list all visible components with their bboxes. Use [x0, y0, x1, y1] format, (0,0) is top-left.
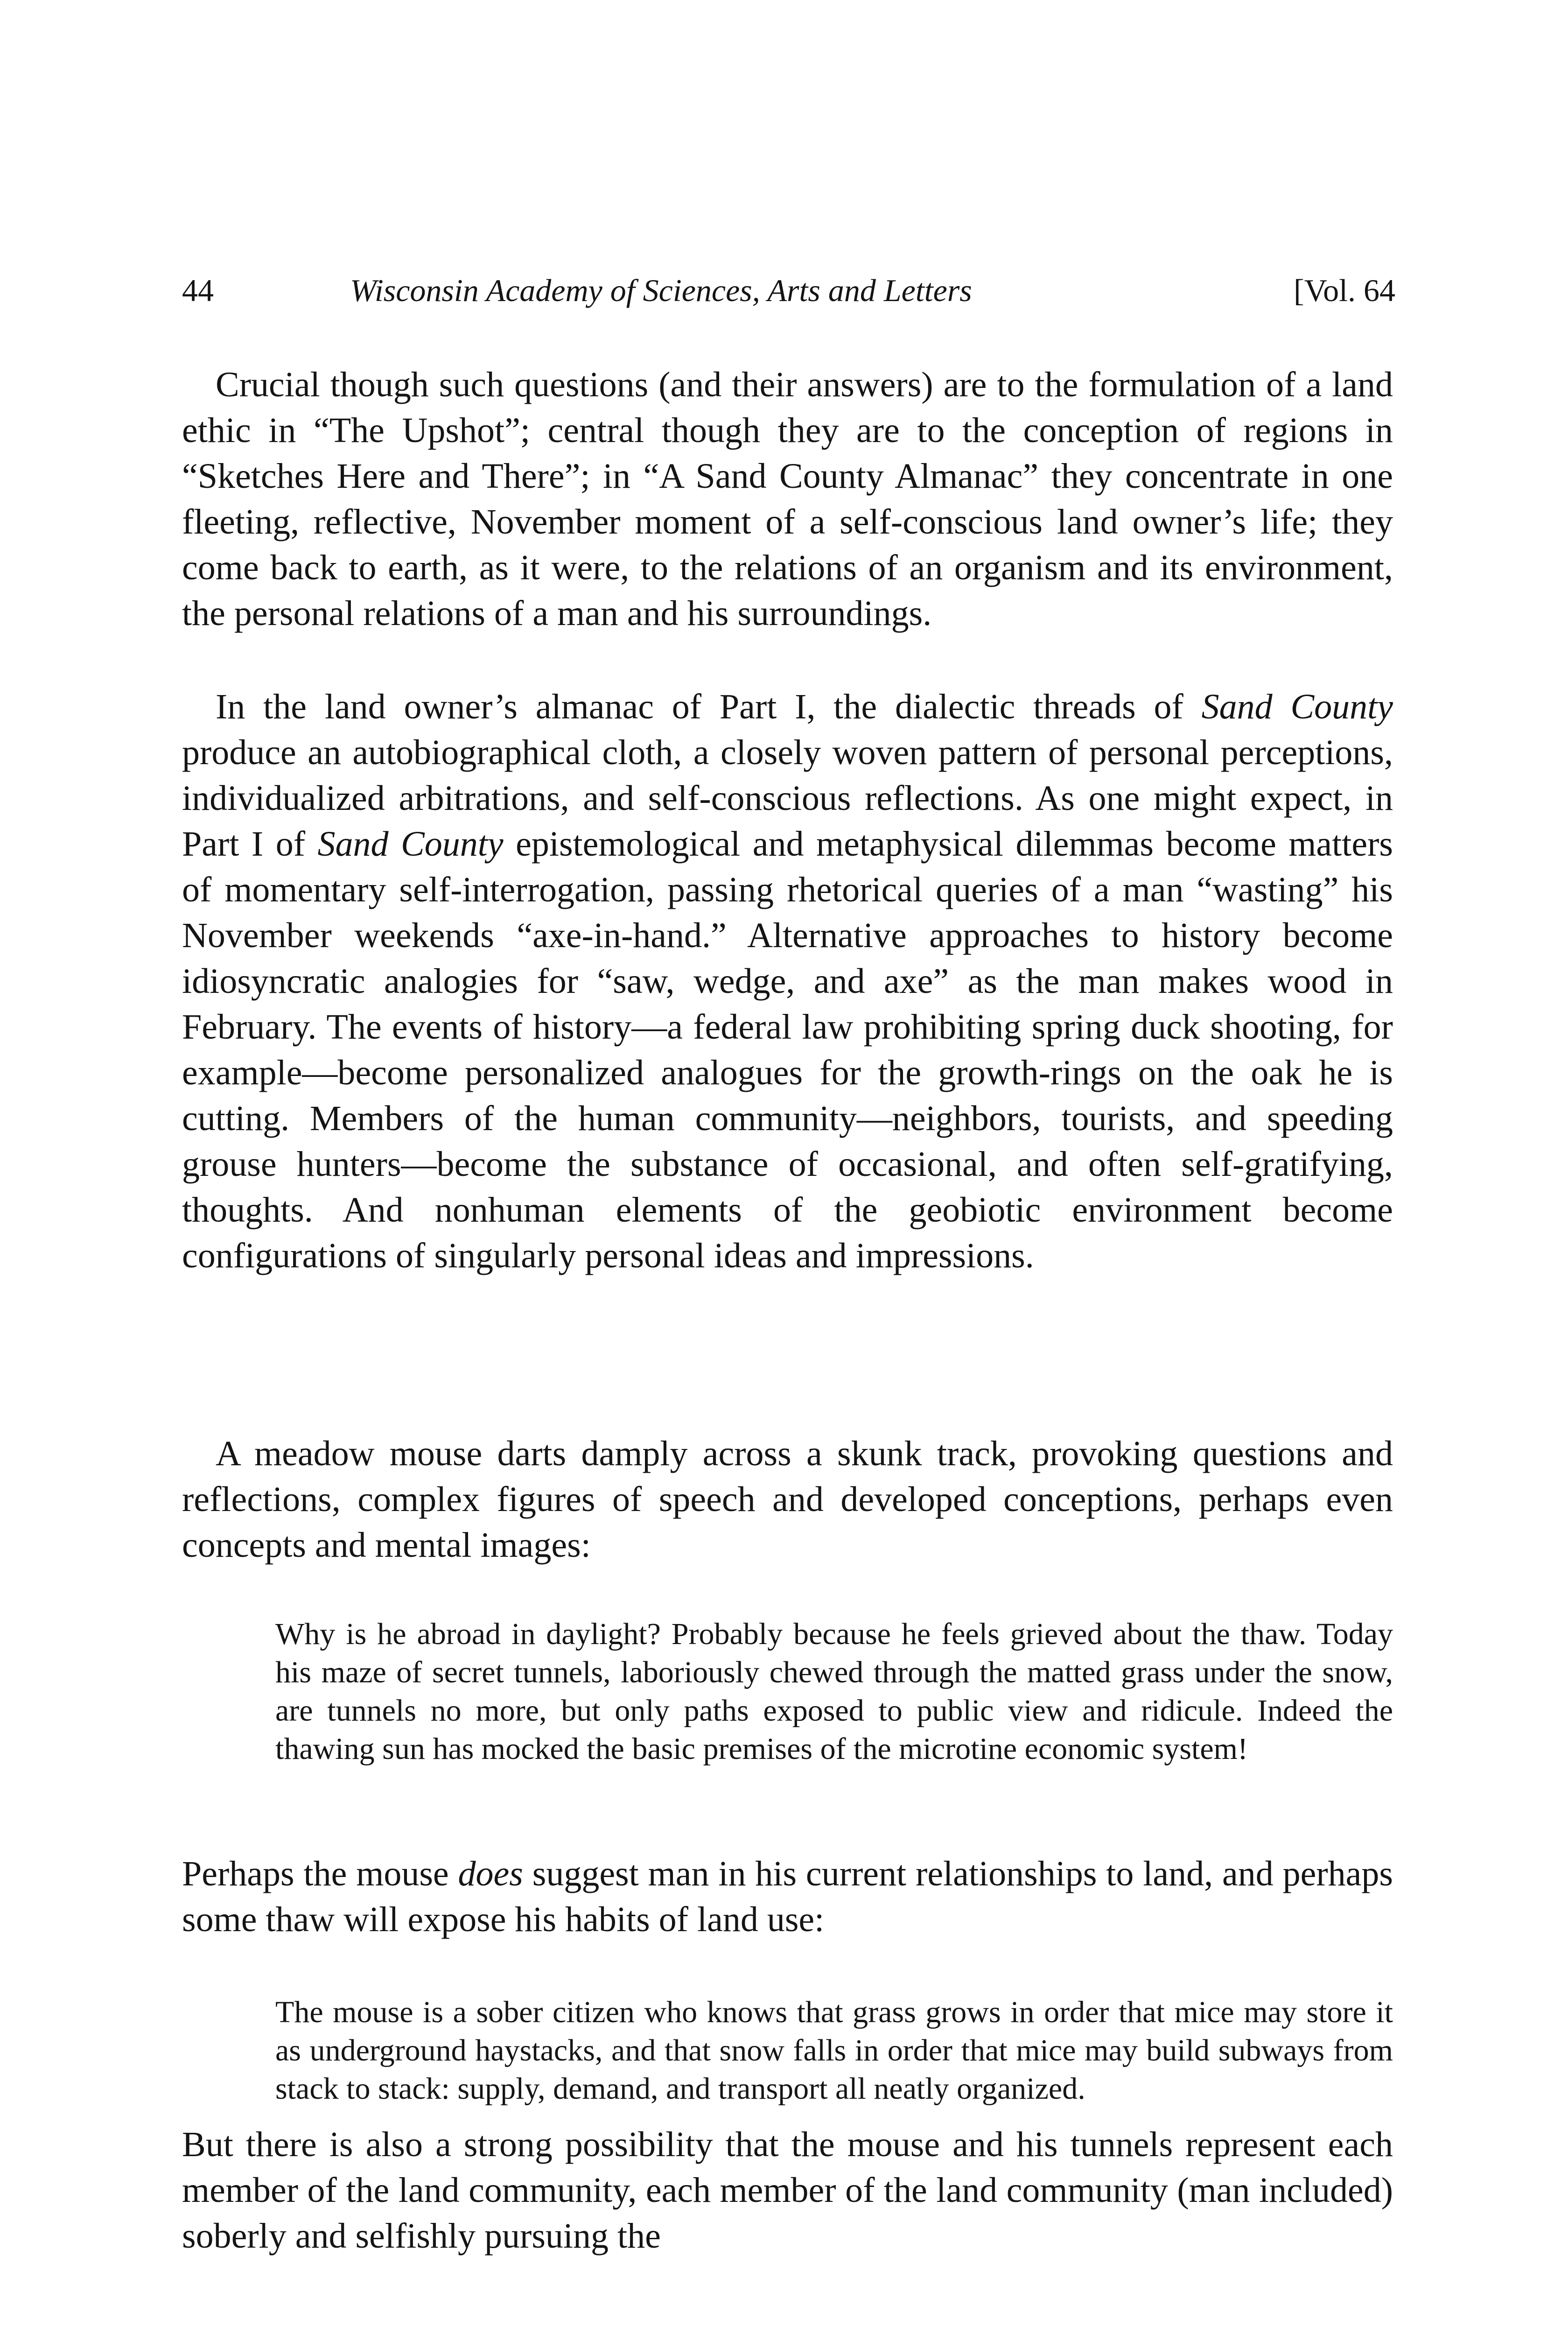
- paragraph-3: A meadow mouse darts damply across a skunk track, provoking questions and reflections, complex figures of speech and developed conceptions, perhaps even concepts and mental images:: [182, 1434, 1393, 1565]
- paragraph-2-italic-b: Sand County: [317, 824, 504, 864]
- block-quote-2: The mouse is a sober citizen who knows that grass grows in order that mice may store it as underground haystacks, and that snow falls in order that mice may build subways from stack to stack: supply, demand, and transport all neatly organized.: [275, 1995, 1393, 2106]
- paragraph-4-italic: does: [458, 1854, 523, 1893]
- page-number: 44: [182, 273, 214, 308]
- paragraph-1: Crucial though such questions (and their answers) are to the formulation of a land ethic in “The Upshot”; central though they are to the conception of regions in “Sketches Here and There”; in “A Sand County Almanac” they concentrate in one fleeting, reflective, November moment of a self-conscious land owner’s life; they come back to earth, as it were, to the relations of an organism and its environment, the personal relations of a man and his surroundings.: [182, 365, 1393, 633]
- paragraph-4-text-a: Perhaps the mouse: [182, 1854, 458, 1893]
- paragraph-2-italic-a: Sand County: [1201, 687, 1393, 726]
- paragraph-2-text-c: epistemological and metaphysical dilemmas become matters of momentary self-interrogation, passing rhetorical queries of a man “wasting” his November weekends “axe-in-hand.” Alternative approaches to history become idiosyncratic analogies for “saw, wedge, and axe” as the man makes wood in February. The events of history—a federal law prohibiting spring duck shooting, for example—become personalized analogues for the growth-rings on the oak he is cutting. Members of the human community—neighbors, tourists, and speeding grouse hunters—become the substance of occasional, and often self-gratifying, thoughts. And nonhuman elements of the geobiotic environment become configurations of singularly personal ideas and impressions.: [182, 824, 1393, 1275]
- paragraph-4-text-b: suggest man in his current relationships to land, and perhaps some thaw will expose his habits of land use:: [182, 1854, 1393, 1939]
- paragraph-4: [182, 1851, 1393, 1942]
- block-quote-1: Why is he abroad in daylight? Probably because he feels grieved about the thaw. Today his maze of secret tunnels, laboriously chewed through the matted grass under the snow, are tunnels no more, but only paths exposed to public view and ridicule. Indeed the thawing sun has mocked the basic premises of the microtine economic system!: [275, 1617, 1393, 1766]
- running-title: Wisconsin Academy of Sciences, Arts and Letters: [350, 273, 972, 308]
- volume-label: [Vol. 64: [1294, 273, 1395, 308]
- paragraph-2-text-a: In the land owner’s almanac of Part I, the dialectic threads of: [216, 687, 1202, 726]
- paragraph-2: [182, 684, 1393, 1279]
- paragraph-2-text-b: produce an autobiographical cloth, a closely woven pattern of personal perceptions, individualized arbitrations, and self-conscious reflections. As one might expect, in Part I of: [182, 733, 1393, 864]
- page-header: [182, 267, 1395, 314]
- paragraph-5: But there is also a strong possibility that the mouse and his tunnels represent each member of the land community, each member of the land community (man included) soberly and selfishly pursuing the: [182, 2125, 1393, 2256]
